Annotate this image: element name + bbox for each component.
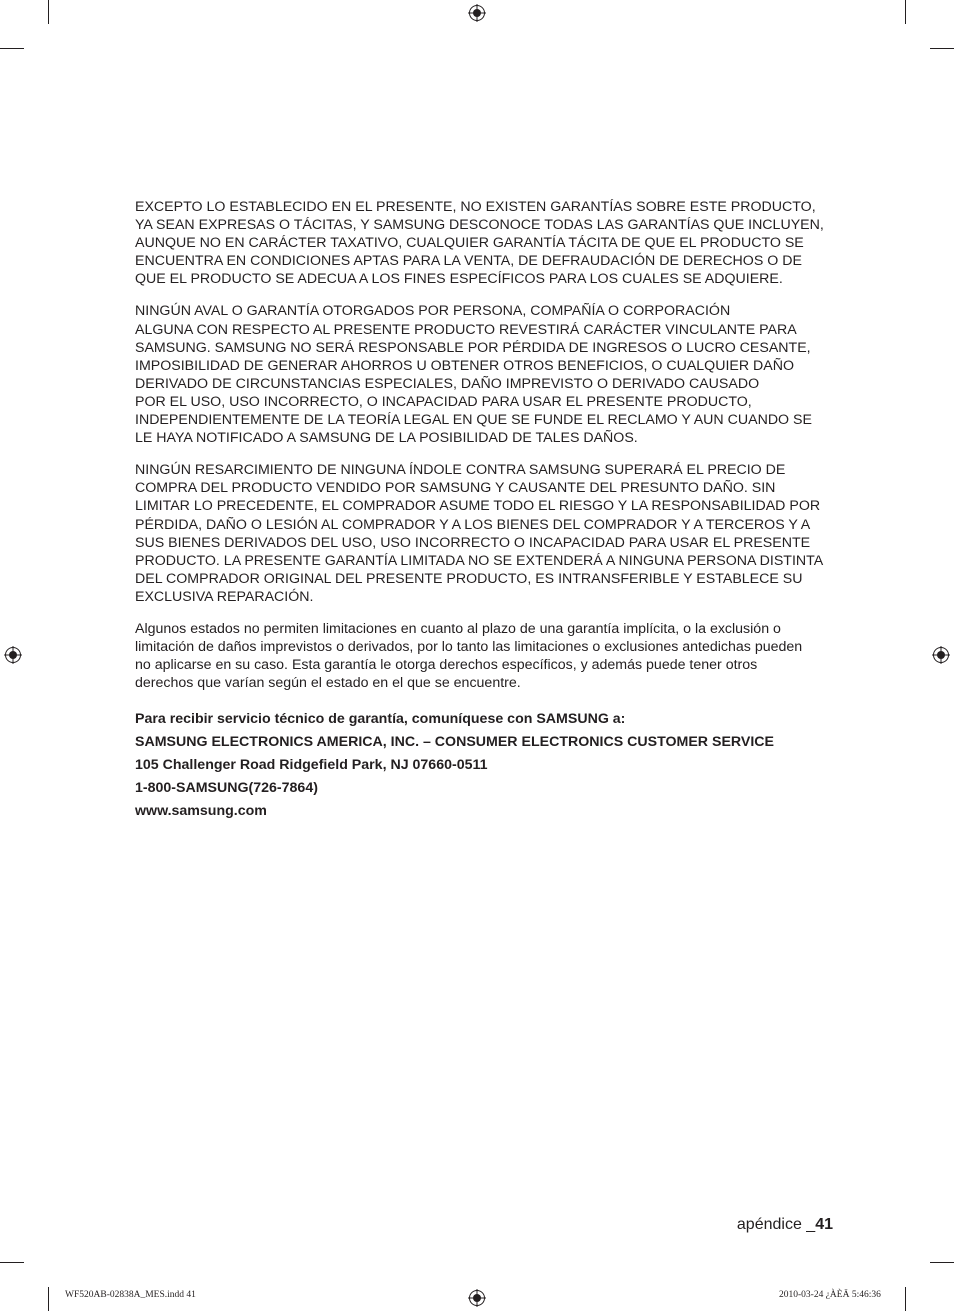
date-slug: 2010-03-24 ¿ÀÈÄ 5:46:36 xyxy=(779,1290,881,1300)
state-rights-paragraph xyxy=(135,620,835,692)
text-line: ENCUENTRA EN CONDICIONES APTAS PARA LA VENTA, DE DEFRAUDACIÓN DE DERECHOS O DE xyxy=(135,253,802,270)
crop-mark-bottom-right-horizontal xyxy=(930,1262,954,1263)
contact-intro: Para recibir servicio técnico de garantía, comuníquese con SAMSUNG a: xyxy=(135,711,626,728)
contact-company: SAMSUNG ELECTRONICS AMERICA, INC. – CONSUMER ELECTRONICS CUSTOMER SERVICE xyxy=(135,734,775,751)
crop-mark-top-right-horizontal xyxy=(930,48,954,49)
text-line: ALGUNA CON RESPECTO AL PRESENTE PRODUCTO REVESTIRÁ CARÁCTER VINCULANTE PARA xyxy=(135,321,797,338)
registration-mark-icon xyxy=(932,646,950,664)
liability-paragraph xyxy=(135,302,835,447)
contact-address: 105 Challenger Road Ridgefield Park, NJ 07660-0511 xyxy=(135,757,488,774)
text-line: PÉRDIDA, DAÑO O LESIÓN AL COMPRADOR Y A LOS BIENES DEL COMPRADOR Y A TERCEROS Y A xyxy=(135,516,811,533)
text-line: no aplicarse en su caso. Esta garantía le otorga derechos específicos, y además puede tener otros xyxy=(135,657,758,674)
text-line: Algunos estados no permiten limitaciones en cuanto al plazo de una garantía implícita, o la exclusión o xyxy=(135,620,781,637)
crop-mark-bottom-left-horizontal xyxy=(0,1262,24,1263)
text-line: NINGÚN RESARCIMIENTO DE NINGUNA ÍNDOLE CONTRA SAMSUNG SUPERARÁ EL PRECIO DE xyxy=(135,462,786,479)
text-line: LE HAYA NOTIFICADO A SAMSUNG DE LA POSIBILIDAD DE TALES DAÑOS. xyxy=(135,430,638,447)
crop-mark-top-left-horizontal xyxy=(0,48,24,49)
section-label: apéndice _ xyxy=(736,1216,816,1233)
text-line: YA SEAN EXPRESAS O TÁCITAS, Y SAMSUNG DESCONOCE TODAS LAS GARANTÍAS QUE INCLUYEN, xyxy=(135,217,824,234)
text-line: IMPOSIBILIDAD DE GENERAR AHORROS U OBTENER OTROS BENEFICIOS, O CUALQUIER DAÑO xyxy=(135,357,795,374)
text-line: QUE EL PRODUCTO SE ADECUA A LOS FINES ESPECÍFICOS PARA LOS CUALES SE ADQUIERE. xyxy=(135,271,783,288)
contact-phone: 1-800-SAMSUNG(726-7864) xyxy=(135,780,318,797)
text-line: LIMITAR LO PRECEDENTE, EL COMPRADOR ASUME TODO EL RIESGO Y LA RESPONSABILIDAD POR xyxy=(135,498,821,515)
text-line: derechos que varían según el estado en el que se encuentre. xyxy=(135,675,521,692)
page-footer xyxy=(737,1216,833,1234)
text-line: DEL COMPRADOR ORIGINAL DEL PRESENTE PRODUCTO, ES INTRANSFERIBLE Y ESTABLECE SU xyxy=(135,570,803,587)
text-line: POR EL USO, USO INCORRECTO, O INCAPACIDAD PARA USAR EL PRESENTE PRODUCTO, xyxy=(135,393,752,410)
text-line: INDEPENDIENTEMENTE DE LA TEORÍA LEGAL EN QUE SE FUNDE EL RECLAMO Y AUN CUANDO SE xyxy=(135,412,812,429)
text-line: DERIVADO DE CIRCUNSTANCIAS ESPECIALES, DAÑO IMPREVISTO O DERIVADO CAUSADO xyxy=(135,375,760,392)
disclaimer-paragraph xyxy=(135,198,835,288)
warranty-text xyxy=(135,198,835,823)
contact-block xyxy=(135,708,835,823)
registration-mark-icon xyxy=(4,646,22,664)
contact-website: www.samsung.com xyxy=(135,803,267,820)
registration-mark-icon xyxy=(468,4,486,22)
text-line: NINGÚN AVAL O GARANTÍA OTORGADOS POR PERSONA, COMPAÑÍA O CORPORACIÓN xyxy=(135,303,731,320)
text-line: EXCEPTO LO ESTABLECIDO EN EL PRESENTE, NO EXISTEN GARANTÍAS SOBRE ESTE PRODUCTO, xyxy=(135,199,816,215)
text-line: SAMSUNG. SAMSUNG NO SERÁ RESPONSABLE POR PÉRDIDA DE INGRESOS O LUCRO CESANTE, xyxy=(135,339,811,356)
crop-mark-top-right-vertical xyxy=(905,0,906,24)
file-slug: WF520AB-02838A_MES.indd 41 xyxy=(65,1290,196,1300)
text-line: PRODUCTO. LA PRESENTE GARANTÍA LIMITADA NO SE EXTENDERÁ A NINGUNA PERSONA DISTINTA xyxy=(135,552,824,569)
text-line: EXCLUSIVA REPARACIÓN. xyxy=(135,588,314,605)
text-line: COMPRA DEL PRODUCTO VENDIDO POR SAMSUNG Y CAUSANTE DEL PRESUNTO DAÑO. SIN xyxy=(135,480,776,497)
registration-mark-icon xyxy=(468,1289,486,1307)
text-line: limitación de daños imprevistos o derivados, por lo tanto las limitaciones o exclusiones antedichas pueden xyxy=(135,639,803,656)
crop-mark-top-left-vertical xyxy=(48,0,49,24)
crop-mark-bottom-left-vertical xyxy=(48,1287,49,1311)
compensation-paragraph xyxy=(135,461,835,606)
text-line: AUNQUE NO EN CARÁCTER TAXATIVO, CUALQUIER GARANTÍA TÁCITA DE QUE EL PRODUCTO SE xyxy=(135,235,804,252)
page-number: 41 xyxy=(815,1216,833,1233)
crop-mark-bottom-right-vertical xyxy=(905,1287,906,1311)
text-line: SUS BIENES DERIVADOS DEL USO, USO INCORRECTO O INCAPACIDAD PARA USAR EL PRESENTE xyxy=(135,534,811,551)
